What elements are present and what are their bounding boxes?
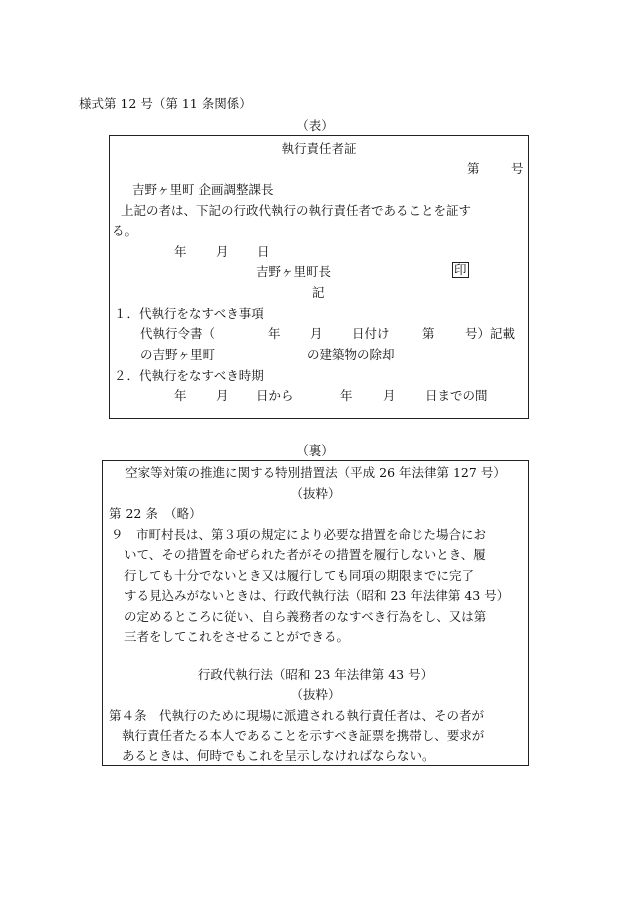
para9-line-1: ９ 市町村長は、第３項の規定により必要な措置を命じた場合にお <box>111 527 487 542</box>
order-month: 月 <box>310 326 323 341</box>
order-dai: 第 <box>422 326 435 341</box>
order-dated: 日付け <box>352 326 390 341</box>
item2-heading: ２．代執行をなすべき時期 <box>114 368 264 383</box>
law2-excerpt: （抜粋） <box>290 687 341 702</box>
number-go: 号 <box>511 161 524 176</box>
back-section-label: （裏） <box>296 443 334 458</box>
form-number: 様式第 12 号（第 11 条関係） <box>79 96 252 111</box>
date-day: 日 <box>257 244 270 259</box>
date-year: 年 <box>174 244 187 259</box>
para9-line-4: する見込みがないときは、行政代執行法（昭和 23 年法律第 43 号） <box>124 588 510 603</box>
date-month: 月 <box>216 244 229 259</box>
department: 吉野ヶ里町 企画調整課長 <box>132 182 274 197</box>
article4-line-2: 執行責任者たる本人であることを示すべき証票を携帯し、要求が <box>122 728 485 743</box>
order-go-kisai: 号）記載 <box>465 326 516 341</box>
seal-mark: 印 <box>454 262 467 277</box>
para9-line-2: いて、その措置を命ぜられた者がその措置を履行しないとき、履 <box>124 547 486 562</box>
law1-title: 空家等対策の推進に関する特別措置法（平成 26 年法律第 127 号） <box>125 465 506 480</box>
law2-title: 行政代執行法（昭和 23 年法律第 43 号） <box>197 667 434 682</box>
period-year-1: 年 <box>174 388 187 403</box>
number-dai: 第 <box>467 161 480 176</box>
item1-building: の建築物の除却 <box>307 347 395 362</box>
cert-line-1: 上記の者は、下記の行政代執行の執行責任者であることを証す <box>121 203 472 218</box>
item1-heading: １．代執行をなすべき事項 <box>114 306 264 321</box>
para9-line-6: 三者をしてこれをさせることができる。 <box>124 629 350 644</box>
period-until: 日までの間 <box>425 388 488 403</box>
back-law-box <box>102 460 529 766</box>
certificate-title: 執行責任者証 <box>281 141 357 156</box>
mayor-title: 吉野ヶ里町長 <box>256 264 332 279</box>
order-text: 代執行令書（ <box>140 326 216 341</box>
period-month-1: 月 <box>216 388 229 403</box>
ki-label: 記 <box>312 285 325 300</box>
order-year: 年 <box>268 326 281 341</box>
law1-excerpt: （抜粋） <box>290 486 341 501</box>
period-from: 日から <box>256 388 294 403</box>
cert-line-2: る。 <box>112 223 138 238</box>
front-section-label: （表） <box>296 118 334 133</box>
article4-line-1: 第４条 代執行のために現場に派遣される執行責任者は、その者が <box>109 708 485 723</box>
front-certificate-box <box>109 135 529 419</box>
period-month-2: 月 <box>383 388 396 403</box>
para9-line-5: の定めるところに従い、自ら義務者のなすべき行為をし、又は第 <box>124 609 487 624</box>
period-year-2: 年 <box>340 388 353 403</box>
para9-line-3: 行しても十分でないとき又は履行しても同項の期限までに完了 <box>124 568 475 583</box>
article-22: 第 22 条 （略） <box>109 506 202 521</box>
item1-town: の吉野ヶ里町 <box>140 347 216 362</box>
article4-line-3: あるときは、何時でもこれを呈示しなければならない。 <box>122 748 435 763</box>
